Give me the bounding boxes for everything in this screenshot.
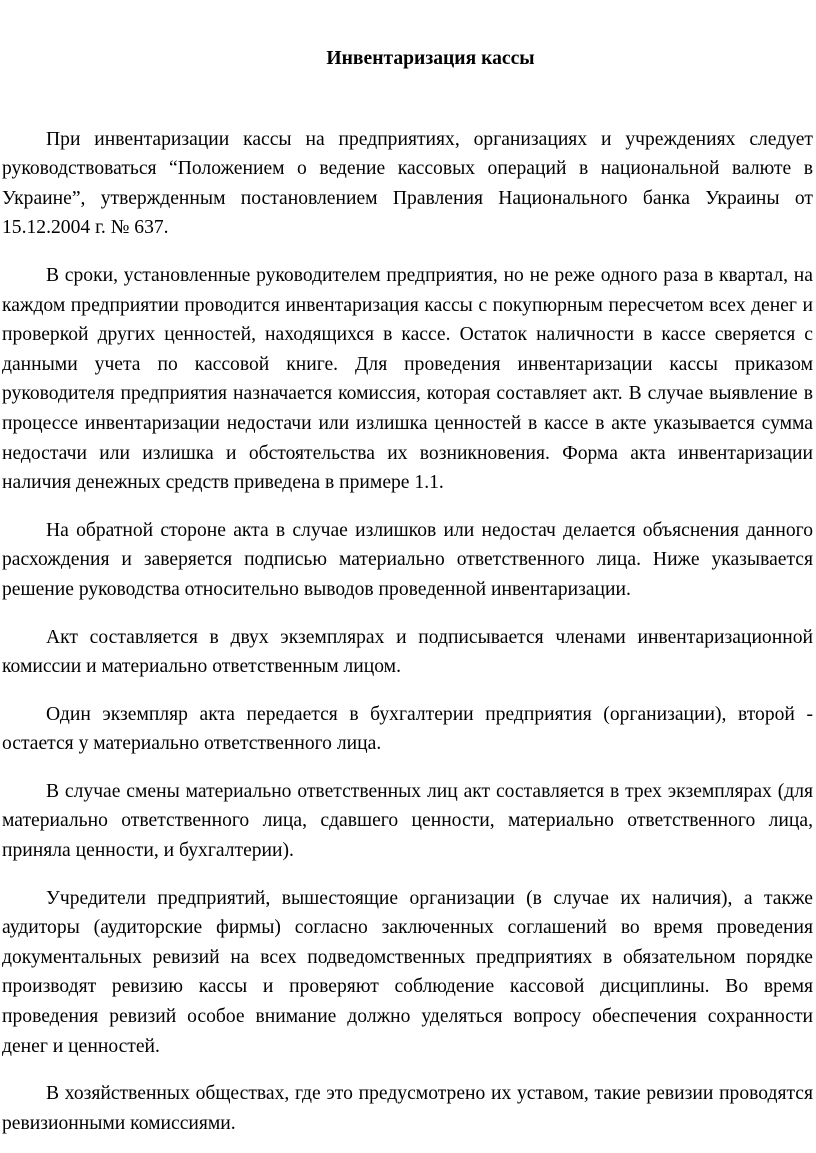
paragraph-7: Учредители предприятий, вышестоящие организации (в случае их наличия), а также аудиторы (аудиторские фирмы) согласно заключенных соглашений во время проведения документальных ревизий на всех подведомственных предприятиях в обязательном порядке производят ревизию кассы и проверяют соблюдение кассовой дисциплины. Во время проведения ревизий особое внимание должно уделяться вопросу обеспечения сохранности денег и ценностей. (2, 887, 813, 1057)
document-title: Инвентаризация кассы (326, 48, 535, 69)
paragraph-4: Акт составляется в двух экземплярах и подписывается членами инвентаризационной комиссии и материально ответственным лицом. (2, 626, 813, 678)
paragraph-6: В случае смены материально ответственных лиц акт составляется в трех экземплярах (для материально ответственного лица, сдавшего ценности, материально ответственного лица, приняла ценности, и бухгалтерии). (2, 780, 813, 862)
paragraph-2: В сроки, установленные руководителем предприятия, но не реже одного раза в квартал, на каждом предприятии проводится инвентаризация кассы с покупюрным пересчетом всех денег и проверкой других ценностей, находящихся в кассе. Остаток наличности в кассе сверяется с данными учета по кассовой книге. Для проведения инвентаризации кассы приказом руководителя предприятия назначается комиссия, которая составляет акт. В случае выявление в процессе инвентаризации недостачи или излишка ценностей в кассе в акте указывается сумма недостачи или излишка и обстоятельства их возникновения. Форма акта инвентаризации наличия денежных средств приведена в примере 1.1. (2, 264, 813, 494)
paragraph-8: В хозяйственных обществах, где это предусмотрено их уставом, такие ревизии проводятся ревизионными комиссиями. (2, 1083, 813, 1134)
paragraph-3: На обратной стороне акта в случае излишков или недостач делается объяснения данного расхождения и заверяется подписью материально ответственного лица. Ниже указывается решение руководства относительно выводов проведенной инвентаризации. (2, 519, 813, 600)
paragraph-5: Один экземпляр акта передается в бухгалтерии предприятия (организации), второй - остается у материально ответственного лица. (2, 703, 813, 755)
paragraph-1: При инвентаризации кассы на предприятиях, организациях и учреждениях следует руководствоваться “Положением о ведение кассовых операций в национальной валюте в Украине”, утвержденным постановлением Правления Национального банка Украины от 15.12.2004 г. № 637. (2, 128, 813, 239)
